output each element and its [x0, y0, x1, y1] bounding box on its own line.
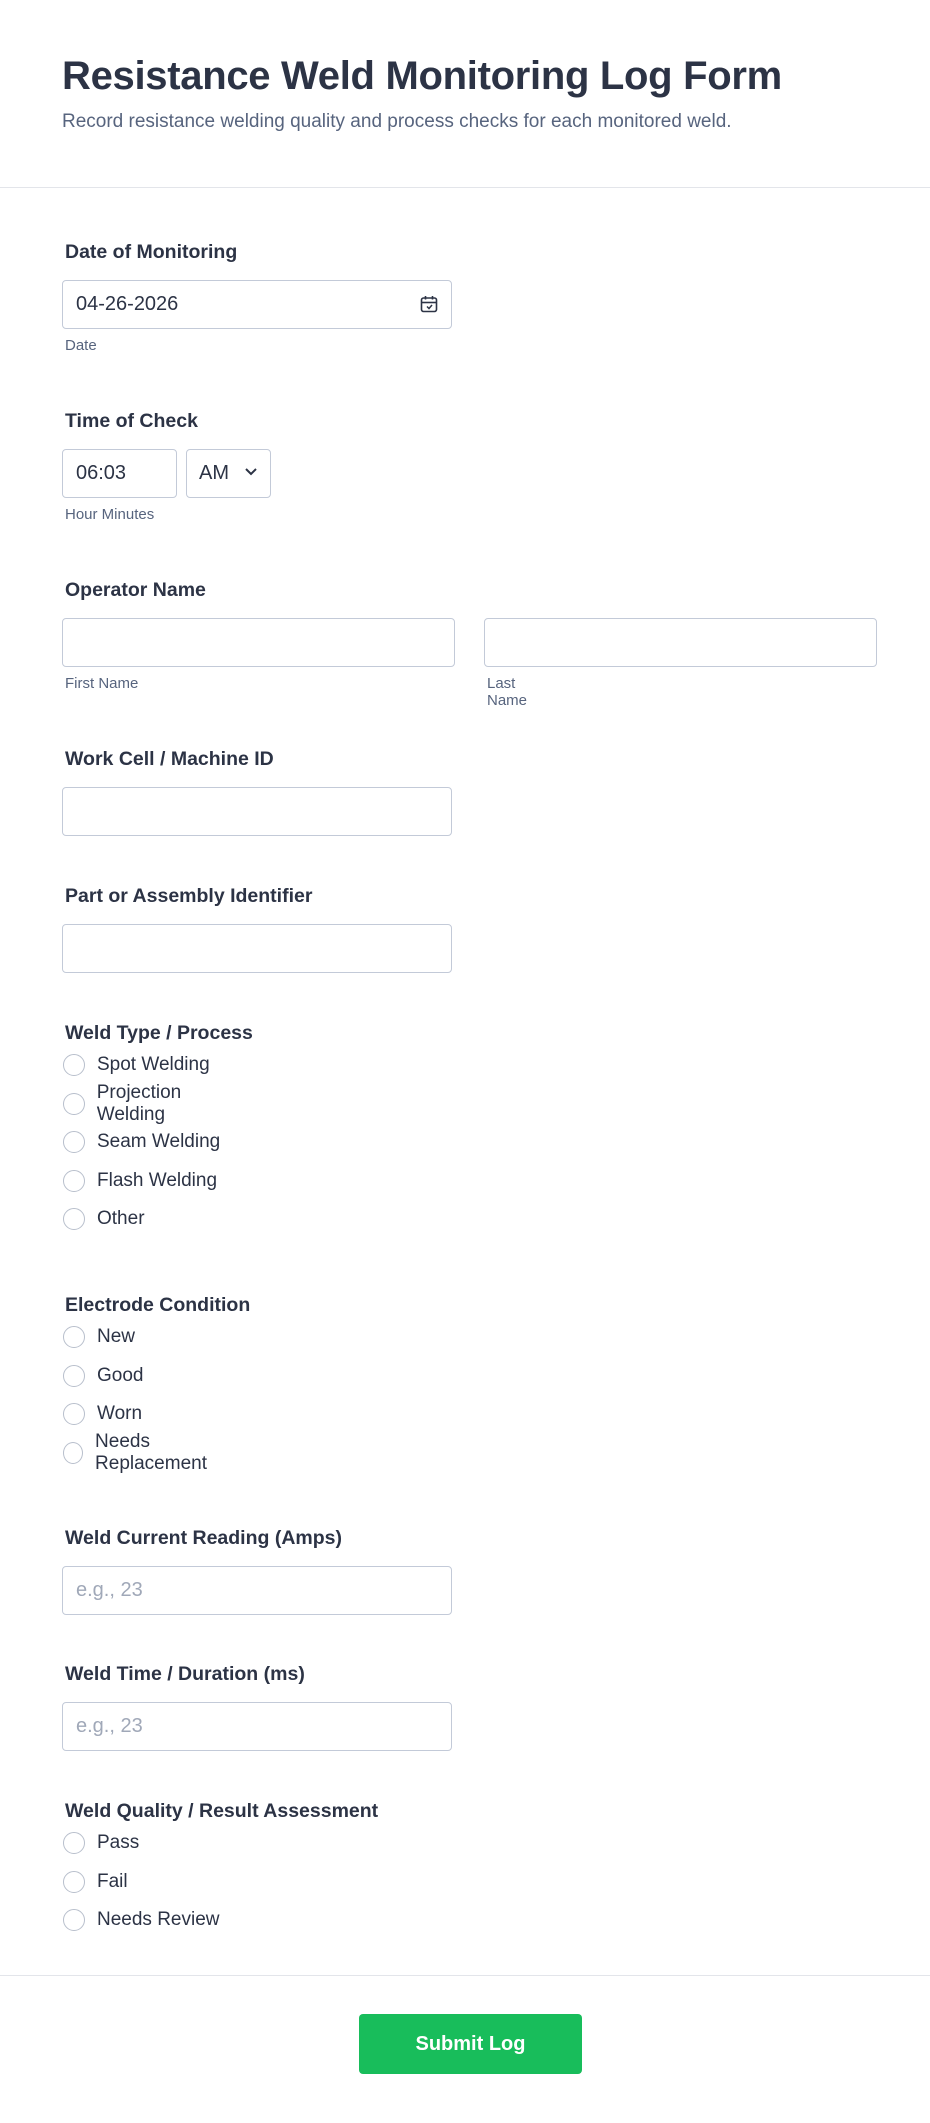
first-name-sublabel: First Name	[65, 675, 139, 692]
page-subtitle: Record resistance welding quality and process checks for each monitored weld.	[62, 111, 732, 132]
duration-placeholder: e.g., 23	[76, 1715, 143, 1737]
weld-type-option[interactable]	[62, 1050, 210, 1080]
radio-button[interactable]	[63, 1909, 85, 1931]
time-field	[62, 409, 229, 523]
part-label: Part or Assembly Identifier	[65, 885, 313, 907]
current-placeholder: e.g., 23	[76, 1579, 143, 1601]
electrode-field	[62, 1293, 251, 1474]
option-label: Needs Replacement	[95, 1431, 207, 1474]
option-label: Needs Review	[97, 1909, 220, 1930]
date-label: Date of Monitoring	[65, 241, 238, 263]
electrode-option[interactable]	[62, 1361, 143, 1391]
quality-label: Weld Quality / Result Assessment	[65, 1800, 379, 1822]
weld-type-option[interactable]	[62, 1204, 145, 1234]
weld-type-option[interactable]	[62, 1166, 217, 1196]
radio-button[interactable]	[63, 1093, 85, 1115]
ampm-value: AM	[199, 462, 229, 484]
form-body	[0, 188, 930, 1976]
option-label: Seam Welding	[97, 1131, 221, 1152]
submit-button[interactable]: Submit Log	[359, 2014, 582, 2074]
last-name-sublabel: Last Name	[487, 675, 528, 709]
option-label: Projection Welding	[96, 1082, 182, 1125]
operator-label: Operator Name	[65, 579, 206, 601]
first-name-input[interactable]	[62, 618, 455, 667]
radio-button[interactable]	[63, 1208, 85, 1230]
quality-option[interactable]	[62, 1867, 128, 1897]
option-label: Worn	[97, 1403, 143, 1424]
current-field	[62, 1526, 342, 1601]
duration-field	[62, 1662, 305, 1737]
calendar-icon[interactable]	[420, 295, 438, 313]
quality-option[interactable]	[62, 1828, 139, 1858]
form-header	[0, 0, 930, 188]
date-input[interactable]	[62, 280, 452, 329]
duration-label: Weld Time / Duration (ms)	[65, 1663, 305, 1685]
weld-type-option[interactable]	[62, 1127, 220, 1157]
page-title: Resistance Weld Monitoring Log Form	[62, 54, 782, 98]
radio-button[interactable]	[63, 1054, 85, 1076]
last-name-input[interactable]	[484, 618, 877, 667]
part-input[interactable]	[62, 924, 452, 973]
radio-button[interactable]	[63, 1365, 85, 1387]
weld-type-option[interactable]	[62, 1082, 253, 1125]
option-label: Fail	[97, 1871, 128, 1892]
electrode-option[interactable]	[62, 1399, 142, 1429]
radio-button[interactable]	[63, 1442, 83, 1464]
time-input[interactable]	[62, 449, 177, 498]
operator-field	[62, 578, 528, 709]
time-sublabel: Hour Minutes	[65, 506, 155, 523]
electrode-label: Electrode Condition	[65, 1294, 251, 1316]
electrode-option[interactable]	[62, 1431, 250, 1474]
quality-field	[62, 1799, 379, 1930]
radio-button[interactable]	[63, 1871, 85, 1893]
option-label: New	[97, 1326, 136, 1347]
machine-field	[62, 747, 274, 771]
radio-button[interactable]	[63, 1403, 85, 1425]
current-label: Weld Current Reading (Amps)	[65, 1527, 342, 1549]
time-value: 06:03	[76, 462, 127, 484]
form-footer	[0, 1975, 930, 2123]
part-field	[62, 884, 312, 908]
radio-button[interactable]	[63, 1131, 85, 1153]
weld-type-label: Weld Type / Process	[65, 1022, 253, 1044]
machine-input[interactable]	[62, 787, 452, 836]
weld-type-field	[62, 1021, 253, 1229]
option-label: Pass	[97, 1832, 140, 1853]
ampm-select[interactable]	[186, 449, 271, 498]
machine-label: Work Cell / Machine ID	[65, 748, 274, 770]
option-label: Spot Welding	[97, 1054, 210, 1075]
current-input[interactable]	[62, 1566, 452, 1615]
option-label: Other	[97, 1208, 145, 1229]
radio-button[interactable]	[63, 1832, 85, 1854]
electrode-option[interactable]	[62, 1322, 135, 1352]
radio-button[interactable]	[63, 1170, 85, 1192]
option-label: Good	[97, 1365, 144, 1386]
duration-input[interactable]	[62, 1702, 452, 1751]
date-sublabel: Date	[65, 337, 97, 354]
time-label: Time of Check	[65, 410, 198, 432]
quality-option[interactable]	[62, 1905, 220, 1935]
radio-button[interactable]	[63, 1326, 85, 1348]
date-value: 04-26-2026	[76, 293, 179, 315]
chevron-down-icon	[244, 467, 258, 477]
option-label: Flash Welding	[97, 1170, 218, 1191]
date-field	[62, 240, 238, 354]
